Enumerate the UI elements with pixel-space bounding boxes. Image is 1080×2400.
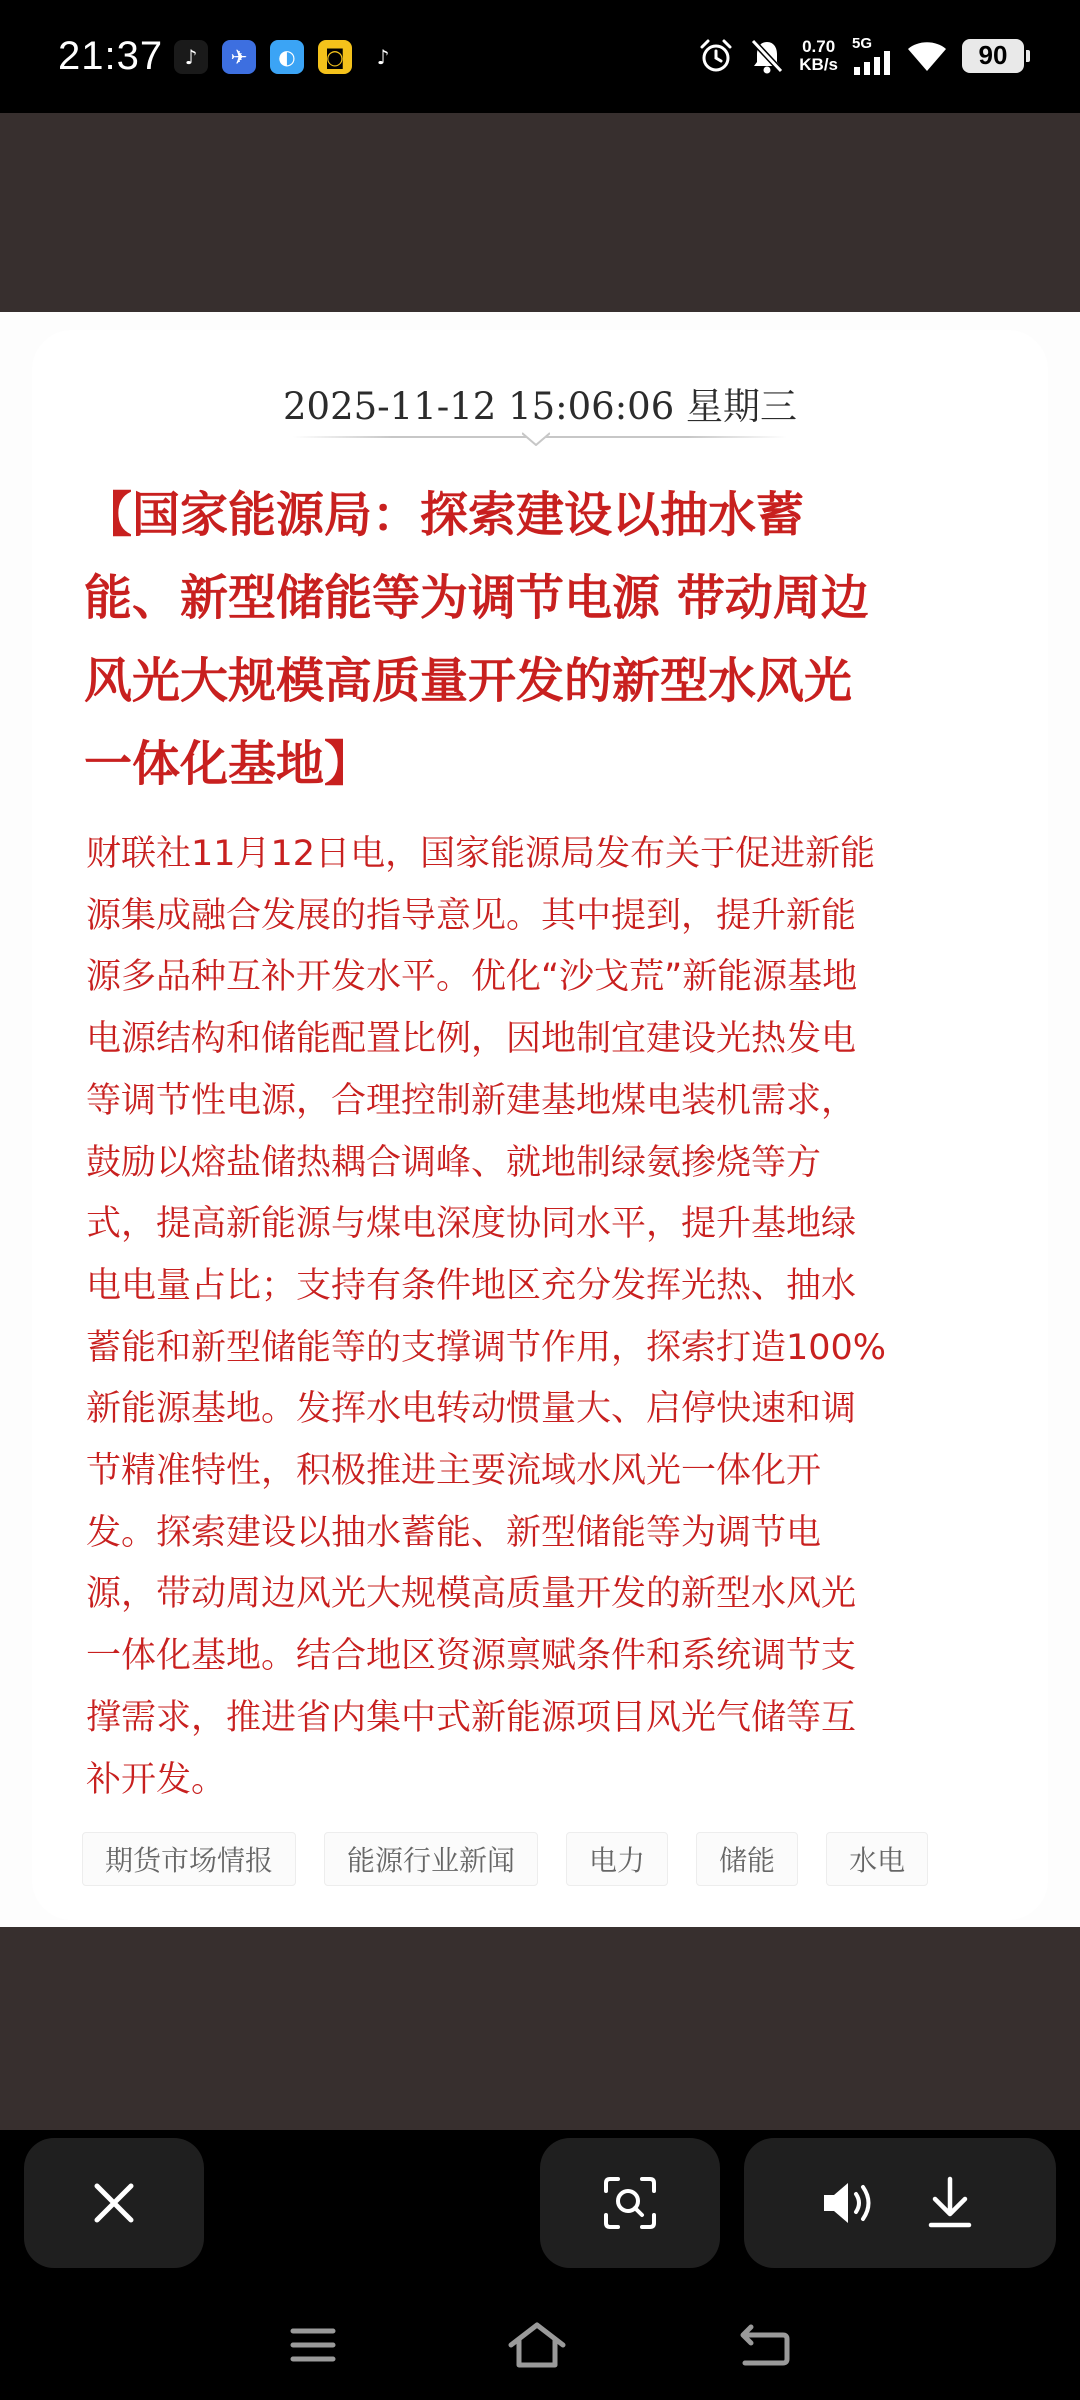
home-icon[interactable] xyxy=(507,2321,567,2369)
headline-line: 能、新型储能等为调节电源 带动周边 xyxy=(84,570,869,626)
cab-app-icon: ◙ xyxy=(318,40,352,74)
body-line: 新能源基地。发挥水电转动惯量大、启停快速和调 xyxy=(86,1389,857,1430)
body-line: 节精准特性，积极推进主要流域水风光一体化开 xyxy=(86,1451,822,1492)
cellular-signal xyxy=(852,36,892,75)
status-indicators xyxy=(697,36,1024,75)
article-tags xyxy=(82,1832,928,1886)
article-body xyxy=(86,824,1006,1811)
article-tag: 电力 xyxy=(566,1832,668,1886)
travel-app-icon: ✈ xyxy=(222,40,256,74)
battery-indicator: 90 xyxy=(962,39,1024,73)
headline-line: 风光大规模高质量开发的新型水风光 xyxy=(84,653,853,709)
body-line: 源，带动周边风光大规模高质量开发的新型水风光 xyxy=(86,1574,857,1615)
tiktok-icon: ♪ xyxy=(366,40,400,74)
article-tag: 储能 xyxy=(696,1832,798,1886)
tiktok-lite-icon: ♪ xyxy=(174,40,208,74)
body-line: 一体化基地。结合地区资源禀赋条件和系统调节支 xyxy=(86,1636,857,1677)
body-line: 财联社11月12日电，国家能源局发布关于促进新能 xyxy=(86,834,876,874)
article-headline xyxy=(84,474,984,806)
speaker-icon xyxy=(820,2178,880,2228)
download-icon xyxy=(925,2175,975,2231)
media-actions xyxy=(744,2138,1056,2268)
body-line: 撑需求，推进省内集中式新能源项目风光气储等互 xyxy=(86,1697,857,1738)
status-time: 21:37 xyxy=(58,34,164,78)
status-bar xyxy=(0,0,1080,113)
body-line: 蓄能和新型储能等的支撑调节作用，探索打造100% xyxy=(86,1327,887,1368)
notification-app-icons xyxy=(174,40,400,74)
body-line: 源集成融合发展的指导意见。其中提到，提升新能 xyxy=(86,895,857,936)
headline-line: 【国家能源局：探索建设以抽水蓄 xyxy=(84,487,805,543)
body-line: 源多品种互补开发水平。优化“沙戈荒”新能源基地 xyxy=(86,957,858,998)
date-divider-notch xyxy=(522,432,550,446)
close-button[interactable] xyxy=(24,2138,204,2268)
signal-bars-icon xyxy=(852,51,892,75)
scan-search-icon xyxy=(600,2173,660,2233)
article-datetime: 2025-11-12 15:06:06 星期三 xyxy=(282,385,798,428)
network-type: 5G xyxy=(852,35,873,52)
body-line: 鼓励以熔盐储热耦合调峰、就地制绿氨掺烧等方 xyxy=(86,1142,822,1183)
article-tag: 水电 xyxy=(826,1832,928,1886)
body-line: 发。探索建设以抽水蓄能、新型储能等为调节电 xyxy=(86,1512,822,1553)
read-aloud-button[interactable] xyxy=(800,2153,900,2253)
wifi-icon xyxy=(906,39,948,73)
download-button[interactable] xyxy=(900,2153,1000,2253)
browser-app-icon: ◐ xyxy=(270,40,304,74)
article-tag: 能源行业新闻 xyxy=(324,1832,538,1886)
scan-image-button[interactable] xyxy=(540,2138,720,2268)
mute-bell-icon xyxy=(749,37,785,75)
body-line: 补开发。 xyxy=(86,1759,227,1800)
close-icon xyxy=(89,2178,139,2228)
body-line: 等调节性电源，合理控制新建基地煤电装机需求， xyxy=(86,1080,857,1121)
system-nav-bar xyxy=(0,2290,1080,2400)
body-line: 电电量占比；支持有条件地区充分发挥光热、抽水 xyxy=(86,1265,857,1306)
menu-icon[interactable] xyxy=(289,2325,337,2365)
body-line: 电源结构和储能配置比例，因地制宜建设光热发电 xyxy=(86,1019,857,1060)
network-speed: 0.70 KB/s xyxy=(799,36,838,74)
body-line: 式，提高新能源与煤电深度协同水平，提升基地绿 xyxy=(86,1204,857,1245)
headline-line: 一体化基地】 xyxy=(84,736,373,792)
article-image[interactable] xyxy=(0,312,1080,1927)
article-tag: 期货市场情报 xyxy=(82,1832,296,1886)
alarm-icon xyxy=(697,37,735,75)
back-icon[interactable] xyxy=(737,2323,791,2367)
